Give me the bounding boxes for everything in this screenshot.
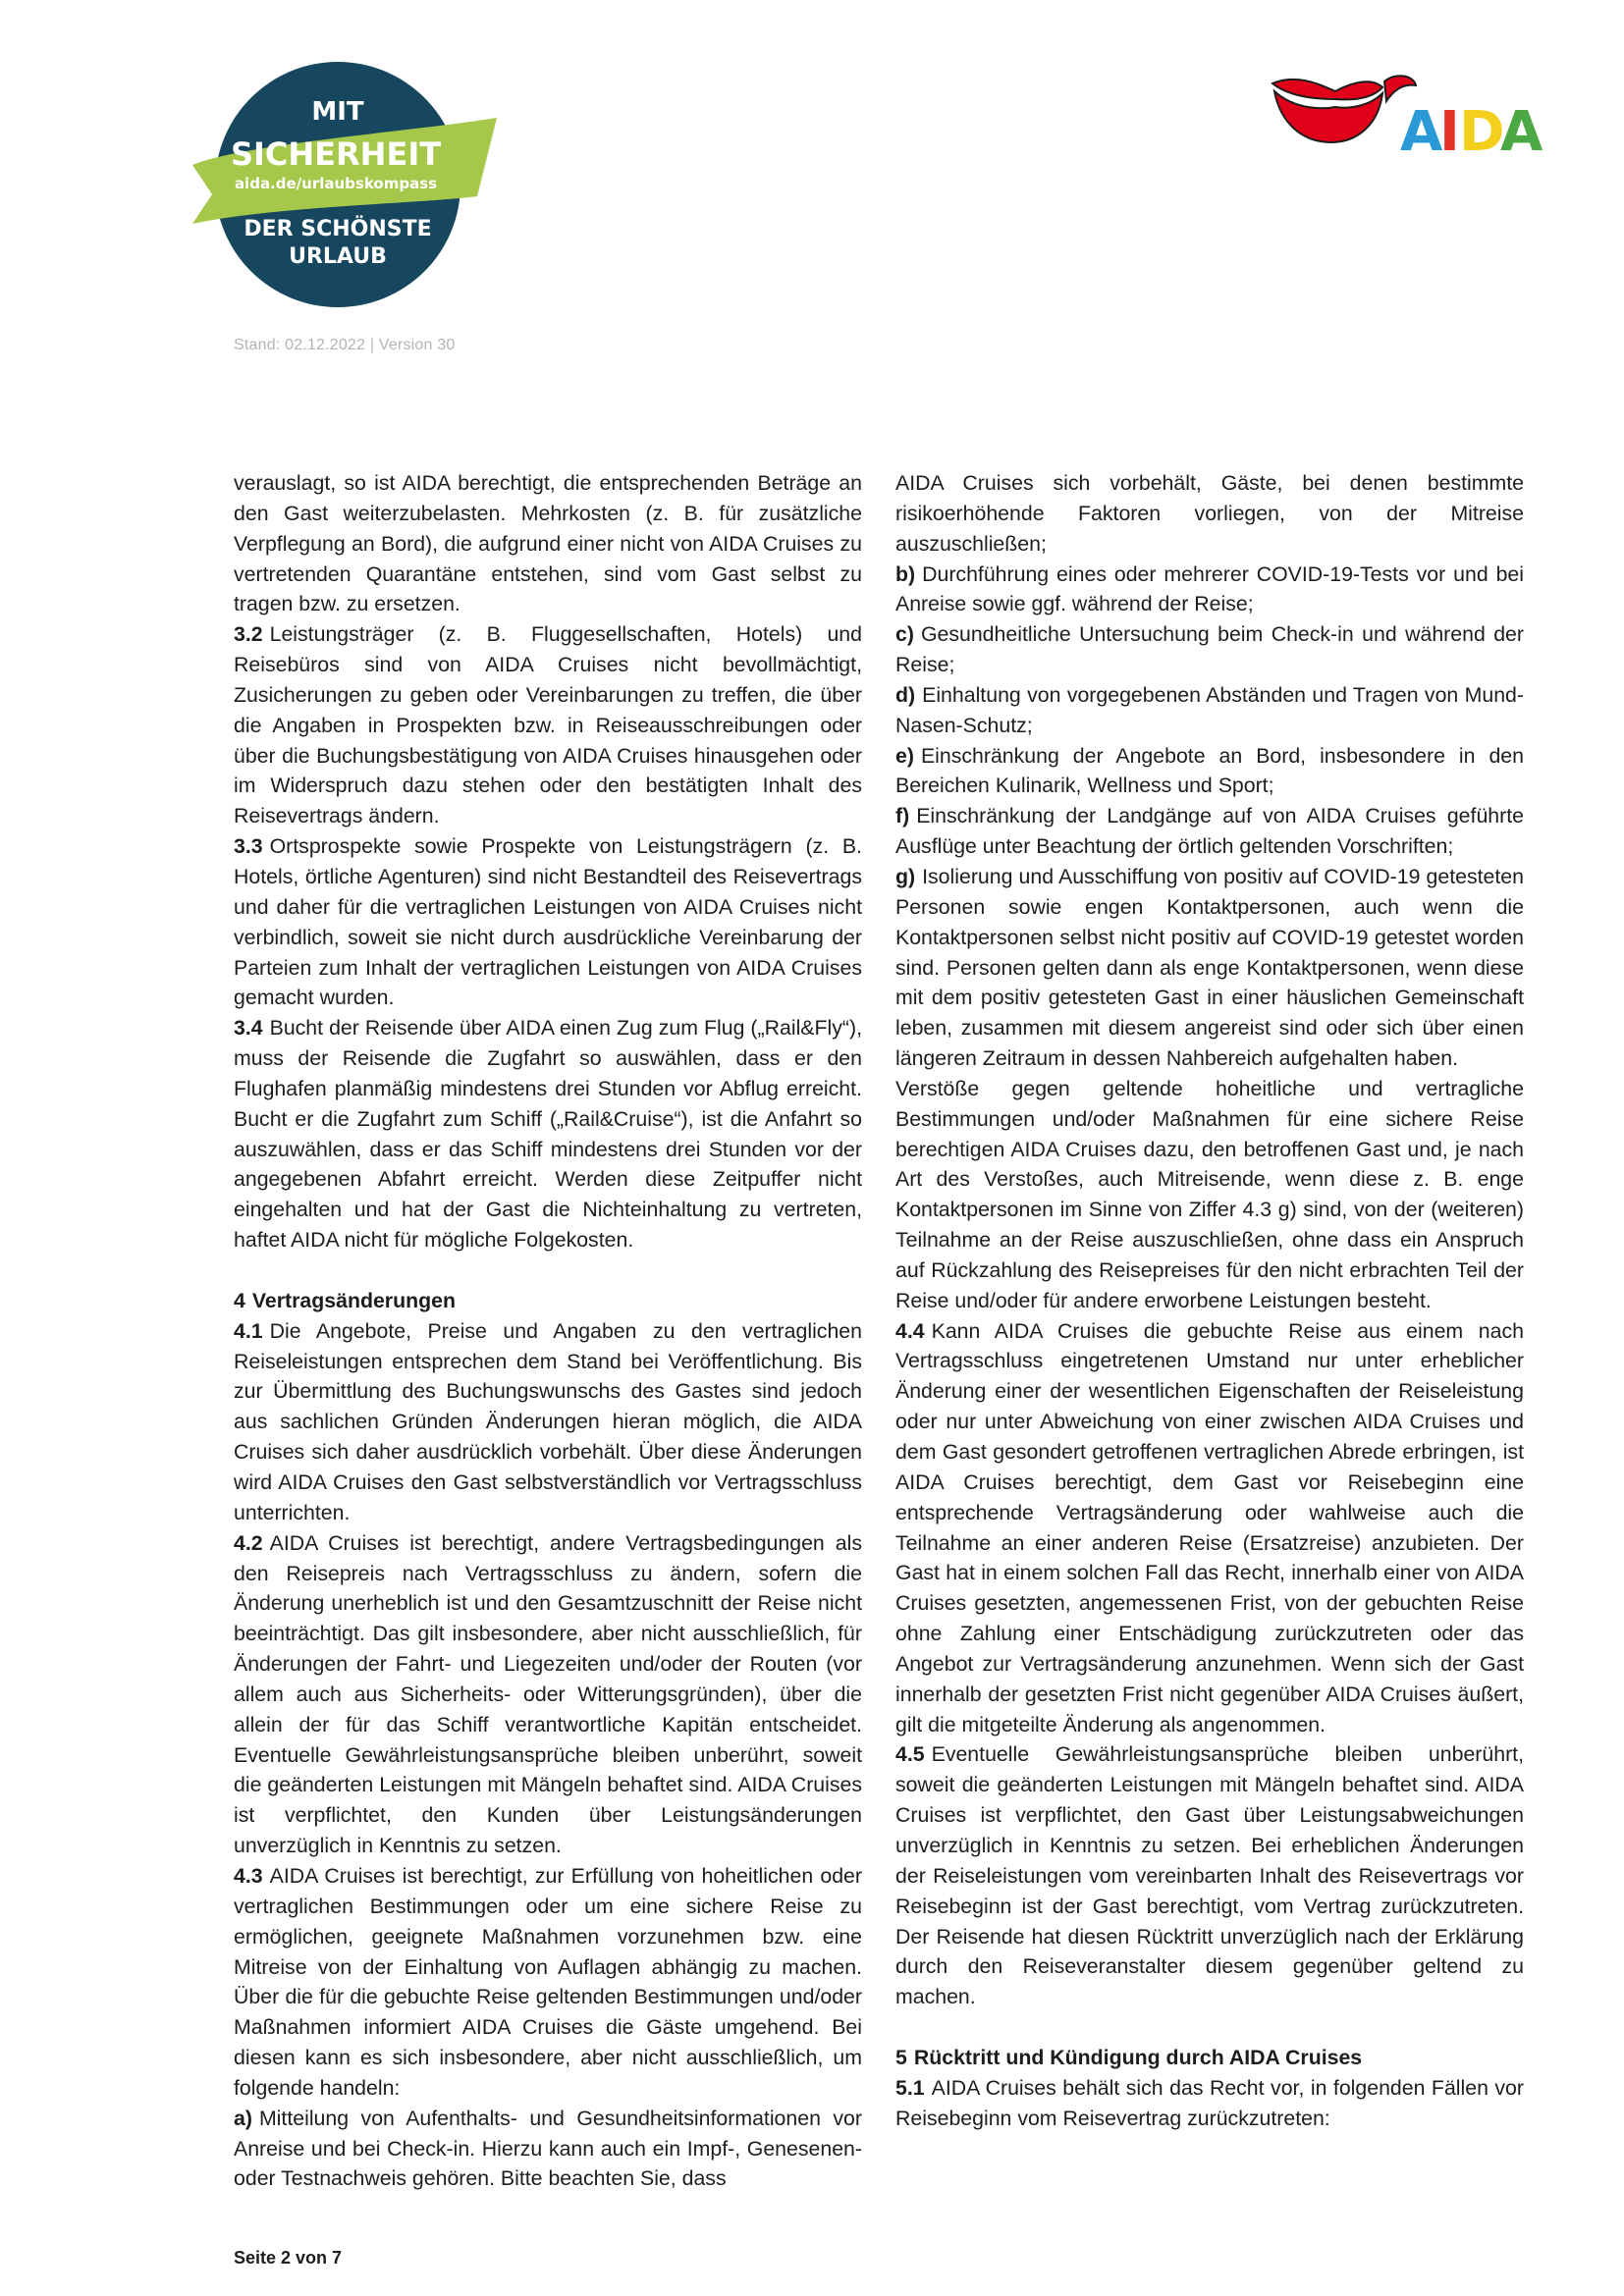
urlaubskompass-badge [187,59,501,314]
aida-logo-graphic [1267,74,1561,162]
clause-number: e) [895,743,914,768]
clause-number: d) [895,682,916,707]
paragraph-text: AIDA Cruises behält sich das Recht vor, in folgenden Fällen vor Reisebeginn vom Reisevertrag zurückzutreten: [895,2075,1524,2130]
paragraph [895,862,1524,1074]
paragraph [234,619,862,831]
clause-number: a) [234,2106,252,2130]
clause-number: 4.5 [895,1742,925,1767]
paragraph-text: Die Angebote, Preise und Angaben zu den vertraglichen Reiseleistungen entsprechen dem Stand bei Veröffentlichung. Bis zur Übermittlung des Buchungswunschs des Gastes sind jedoch aus sachlichen Gründen Änderungen hieran möglich, die AIDA Cruises sich daher ausdrücklich vorbehält. Über diese Änderungen wird AIDA Cruises den Gast selbstverständlich vor Vertragsschluss unterrichten. [234,1318,862,1524]
heading-text: Vertragsänderungen [251,1288,456,1312]
aida-logo [1267,74,1561,162]
paragraph-text: Einhaltung von vorgegebenen Abständen und Tragen von Mund-Nasen-Schutz; [895,682,1524,737]
paragraph [895,560,1524,620]
paragraph [895,468,1524,560]
paragraph [234,1316,862,1528]
heading-text: Rücktritt und Kündigung durch AIDA Cruises [913,2046,1363,2070]
badge-line2: SICHERHEIT [230,135,442,173]
version-stand: Stand: 02.12.2022 | Version 30 [234,337,456,353]
clause-number: 4.2 [234,1530,263,1555]
logo-letter-a2: A [1500,100,1543,162]
paragraph [895,2073,1524,2134]
paragraph-text: Isolierung und Ausschiffung von positiv auf COVID-19 getesteten Personen sowie engen Kontaktpersonen, auch wenn die Kontaktpersonen selbst nicht positiv auf COVID-19 getestet worden sind. Personen gelten dann als enge Kontaktpersonen, wenn diese mit dem positiv getesteten Gast in einer häuslichen Gemeinschaft leben, zusammen mit diesem angereist sind oder sich über einen längeren Zeitraum in dessen Nahbereich aufgehalten haben. [895,864,1524,1071]
paragraph [895,680,1524,741]
paragraph-text: Mitteilung von Aufenthalts- und Gesundheitsinformationen vor Anreise und bei Check-in. Hierzu kann auch ein Impf-, Genesenen- oder Testnachweis gehören. Bitte beachten Sie, dass [234,2106,862,2191]
clause-number: c) [895,622,914,647]
logo-letter-i: I [1439,100,1460,162]
section-heading [895,2043,1524,2073]
clause-number: 4.3 [234,1863,263,1888]
lips-icon [1272,76,1416,142]
logo-letter-a1: A [1400,100,1443,162]
clause-number: 3.2 [234,622,263,647]
paragraph-text: Durchführung eines oder mehrerer COVID-19-Tests vor und bei Anreise sowie ggf. während der Reise; [895,561,1524,616]
clause-number: 3.3 [234,834,263,859]
paragraph-text: Kann AIDA Cruises die gebuchte Reise aus einem nach Vertragsschluss eingetretenen Umstand nur unter erheblicher Änderung einer der wesentlichen Eigenschaften der Reiseleistung oder nur unter Abweichung von einer zwischen AIDA Cruises und dem Gast gesondert getroffenen vertraglichen Abrede erbringen, ist AIDA Cruises berechtigt, dem Gast vor Reisebeginn eine entsprechende Vertragsänderung oder wahlweise auch die Teilnahme an einer anderen Reise (Ersatzreise) anzubieten. Der Gast hat in einem solchen Fall das Recht, innerhalb einer von AIDA Cruises gesetzten, angemessenen Frist, von der gebuchten Reise ohne Zahlung einer Entschädigung zurückzutreten oder das Angebot zur Vertragsänderung anzunehmen. Wenn sich der Gast innerhalb der gesetzten Frist nicht gegenüber AIDA Cruises äußert, gilt die mitgeteilte Änderung als angenommen. [895,1318,1524,1736]
paragraph [234,2104,862,2195]
left-column [234,468,862,2194]
clause-number: 5 [895,2046,907,2070]
paragraph-text: AIDA Cruises sich vorbehält, Gäste, bei denen bestimmte risikoerhöhende Faktoren vorliegen, von der Mitreise auszuschließen; [895,471,1524,556]
paragraph [234,1861,862,2104]
paragraph-text: AIDA Cruises ist berechtigt, zur Erfüllung von hoheitlichen oder vertraglichen Bestimmungen oder um eine sichere Reise zu ermöglichen, geeignete Maßnahmen vorzunehmen bzw. eine Mitreise von der Einhaltung von Auflagen abhängig zu machen. Über die für die gebuchte Reise geltenden Bestimmungen und/oder Maßnahmen informiert AIDA Cruises die Gäste umgehend. Bei diesen kann es sich insbesondere, aber nicht ausschließlich, um folgende handeln: [234,1863,862,2100]
paragraph-text: verauslagt, so ist AIDA berechtigt, die entsprechenden Beträge an den Gast weiterzubelasten. Mehrkosten (z. B. für zusätzliche Verpflegung an Bord), die aufgrund einer nicht von AIDA Cruises zu vertretenden Quarantäne entstehen, sind vom Gast selbst zu tragen bzw. zu ersetzen. [234,471,862,616]
clause-number: 4 [234,1288,245,1312]
paragraph-text: Ortsprospekte sowie Prospekte von Leistungsträgern (z. B. Hotels, örtliche Agenturen) sind nicht Bestandteil des Reisevertrags und daher für die vertraglichen Leistungen von AIDA Cruises nicht verbindlich, soweit sie nicht durch ausdrückliche Vereinbarung der Parteien zum Inhalt der vertraglichen Leistungen von AIDA Cruises gemacht wurden. [234,834,862,1010]
paragraph-text: Eventuelle Gewährleistungsansprüche bleiben unberührt, soweit die geänderten Leistungen mit Mängeln behaftet sind. AIDA Cruises ist verpflichtet, den Gast über Leistungsabweichungen unverzüglich in Kenntnis zu setzen. Bei erheblichen Änderungen der Reiseleistungen vom vereinbarten Inhalt des Reisevertrags vor Reisebeginn ist der Gast berechtigt, vom Vertrag zurückzutreten. Der Reisende hat diesen Rücktritt unverzüglich nach der Erklärung durch den Reiseveranstalter diesem gegenüber geltend zu machen. [895,1742,1524,2009]
paragraph-text: AIDA Cruises ist berechtigt, andere Vertragsbedingungen als den Reisepreis nach Vertragsschluss zu ändern, sofern die Änderung unerheblich ist und den Gesamtzuschnitt der Reise nicht beeinträchtigt. Das gilt insbesondere, aber nicht ausschließlich, für Änderungen der Fahrt- und Liegezeiten und/oder der Routen (vor allem auch aus Sicherheits- oder Witterungsgründen), über die allein der für das Schiff verantwortliche Kapitän entscheidet. Eventuelle Gewährleistungsansprüche bleiben unberührt, soweit die geänderten Leistungen mit Mängeln behaftet sind. AIDA Cruises ist verpflichtet, den Kunden über Leistungsänderungen unverzüglich in Kenntnis zu setzen. [234,1530,862,1858]
clause-number: f) [895,804,910,828]
paragraph-text: Einschränkung der Landgänge auf von AIDA Cruises geführte Ausflüge unter Beachtung der örtlich geltenden Vorschriften; [895,804,1524,859]
paragraph [895,741,1524,802]
paragraph-text: Bucht der Reisende über AIDA einen Zug zum Flug („Rail&Fly“), muss der Reisende die Zugfahrt so auswählen, dass er den Flughafen planmäßig mindestens drei Stunden vor Abflug erreicht. Bucht er die Zugfahrt zum Schiff („Rail&Cruise“), ist die Anfahrt so auszuwählen, dass er das Schiff mindestens drei Stunden vor der angegebenen Abfahrt erreicht. Werden diese Zeitpuffer nicht eingehalten und hat der Gast die Nichteinhaltung zu vertreten, haftet AIDA nicht für mögliche Folgekosten. [234,1016,862,1253]
clause-number: g) [895,864,916,888]
clause-number: b) [895,561,916,586]
paragraph [895,1316,1524,1740]
badge-graphic [187,59,501,314]
badge-line4: DER SCHÖNSTE [244,217,432,241]
clause-number: 3.4 [234,1016,263,1041]
paragraph [895,1074,1524,1316]
right-column [895,468,1524,2134]
paragraph [895,1739,1524,2012]
paragraph [234,468,862,619]
clause-number: 4.4 [895,1318,925,1343]
logo-letter-d: D [1459,100,1505,162]
paragraph [234,1013,862,1255]
paragraph-text: Gesundheitliche Untersuchung beim Check-in und während der Reise; [895,622,1524,677]
paragraph [895,801,1524,862]
paragraph-text: Leistungsträger (z. B. Fluggesellschaften, Hotels) und Reisebüros sind von AIDA Cruises nicht bevollmächtigt, Zusicherungen zu geben oder Vereinbarungen zu treffen, die über die Angaben in Prospekten bzw. in Reiseausschreibungen oder über die Buchungsbestätigung von AIDA Cruises hinausgehen oder im Widerspruch dazu stehen oder den bestätigten Inhalt des Reisevertrags ändern. [234,622,862,828]
clause-number: 5.1 [895,2075,925,2100]
badge-line3: aida.de/urlaubskompass [234,175,438,192]
page-number: Seite 2 von 7 [234,2248,343,2268]
paragraph-text: Einschränkung der Angebote an Bord, insbesondere in den Bereichen Kulinarik, Wellness und Sport; [895,743,1524,798]
paragraph-text: Verstöße gegen geltende hoheitliche und vertragliche Bestimmungen und/oder Maßnahmen für eine sichere Reise berechtigen AIDA Cruises dazu, den betroffenen Gast und, je nach Art des Verstoßes, auch Mitreisende, wenn diese z. B. enge Kontaktpersonen im Sinne von Ziffer 4.3 g) sind, von der (weiteren) Teilnahme an der Reise auszuschließen, ohne dass ein Anspruch auf Rückzahlung des Reisepreises für den nicht erbrachten Teil der Reise und/oder für andere erworbene Leistungen besteht. [895,1076,1524,1312]
paragraph [234,1528,862,1861]
paragraph [234,831,862,1013]
paragraph [895,619,1524,680]
badge-line1: MIT [311,97,364,127]
clause-number: 4.1 [234,1318,263,1343]
section-heading [234,1286,862,1316]
badge-line5: URLAUB [289,244,387,269]
